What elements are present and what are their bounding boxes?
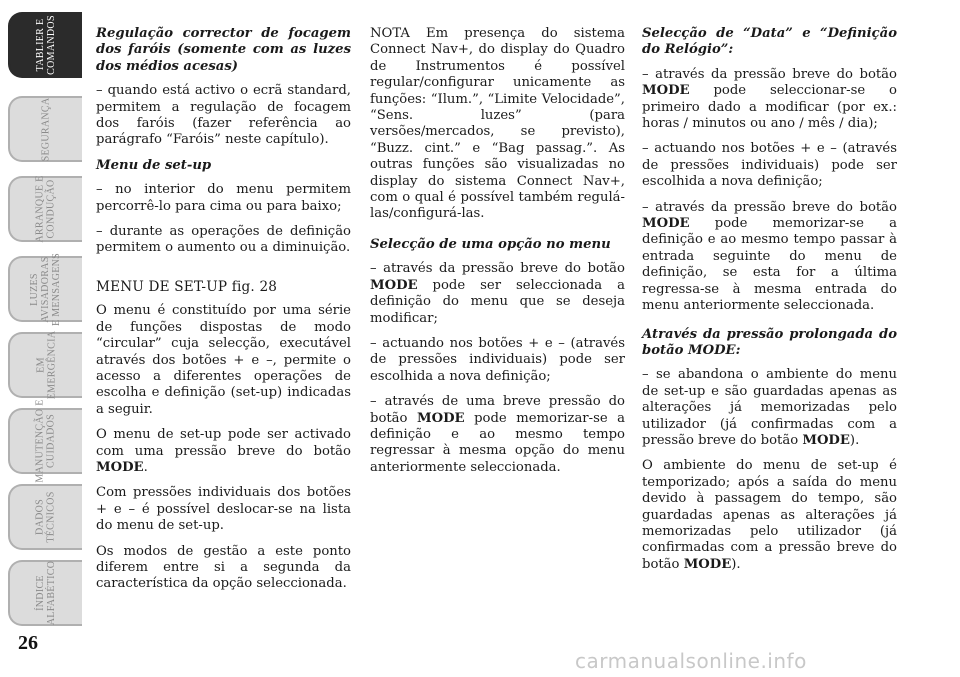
text: pode ser seleccionada a definição do menu que se deseja modificar;	[370, 277, 625, 326]
tab-label: TABLIER E COMANDOS	[34, 15, 57, 75]
mode-keyword: MODE	[96, 459, 144, 475]
text-column-1	[96, 26, 351, 602]
heading-setup-menu: Menu de set-up	[96, 157, 212, 173]
paragraph: – quando está activo o ecrã standard, permitem a regulação de focagem dos faróis (fazer referência ao parágrafo “Faróis” neste capítulo).	[96, 83, 351, 148]
paragraph: O menu é constituído por uma série de funções dispostas de modo “circular” cuja selecção, executável através dos botões + e –, permite o acesso a diferentes operações de escolha e definição (set-up) indicadas a seguir.	[96, 303, 351, 417]
text: O ambiente do menu de set-up é temporizado; após a saída do menu devido à passagem do tempo, são guardadas apenas as alterações já memorizadas pelo utilizador (já confirmadas com a pressão breve do botão	[642, 458, 897, 572]
paragraph: – durante as operações de definição permitem o aumento ou a diminuição.	[96, 224, 351, 256]
text: pode memorizar-se a definição e ao mesmo tempo regressar à mesma opção do menu anteriormente seleccionada.	[370, 410, 626, 475]
note-paragraph: NOTA Em presença do sistema Connect Nav+, do display do Quadro de Instrumentos é possível regular/configurar unicamente as funções: “Ilum.”, “Limite Velocidade”, “Sens. luzes” (para versões/mercados, se previsto), “Buzz. cint.” e “Bag passag.”. As outras funções são visualizadas no display do sistema Connect Nav+, com o qual é possível também regulá-las/configurá-las.	[370, 26, 625, 222]
mode-keyword: MODE	[370, 277, 418, 293]
tab-label: ARRANQUE E CONDUÇÃO	[34, 175, 57, 243]
text-column-2	[370, 26, 625, 485]
page-number: 26	[18, 632, 38, 654]
mode-keyword: MODE	[802, 432, 850, 448]
tab-label: MANUTENÇÃO E CUIDADOS	[35, 399, 58, 483]
paragraph: Os modos de gestão a este ponto diferem entre si a segunda da característica da opção seleccionada.	[96, 543, 351, 592]
heading-long-press: Através da pressão prolongada do botão MODE:	[642, 326, 897, 358]
paragraph: – actuando nos botões + e – (através de pressões individuais) pode ser escolhida a nova definição;	[642, 141, 897, 190]
text: – através de uma breve pressão do botão	[370, 394, 625, 426]
tab-label: ÍNDICE ALFABÉTICO	[34, 560, 57, 626]
text: – se abandona o ambiente do menu de set-up e são guardadas apenas as alterações já memorizadas pelo utilizador (já confirmadas com a pressão breve do botão	[642, 367, 897, 448]
heading-option-selection: Selecção de uma opção no menu	[370, 236, 611, 252]
mode-keyword: MODE	[642, 216, 690, 232]
paragraph: – actuando nos botões + e – (através de pressões individuais) pode ser escolhida a nova definição;	[370, 335, 625, 384]
paragraph: Com pressões individuais dos botões + e – é possível deslocar-se na lista do menu de set-up.	[96, 485, 351, 534]
text-column-3	[642, 26, 897, 582]
tab-manutencao-cuidados[interactable]	[8, 399, 82, 483]
tab-label: EM EMERGÊNCIA	[35, 330, 57, 400]
paragraph	[642, 367, 897, 449]
tab-label: LUZES AVISADORAS E MENSAGENS	[29, 252, 63, 326]
text: – através da pressão breve do botão	[642, 199, 897, 215]
paragraph	[96, 427, 351, 476]
tab-arranque-conducao[interactable]	[8, 176, 82, 242]
paragraph	[370, 261, 625, 327]
paragraph	[642, 200, 897, 315]
text: – através da pressão breve do botão	[370, 261, 625, 277]
tab-em-emergencia[interactable]	[8, 332, 82, 398]
tab-indice-alfabetico[interactable]	[8, 560, 82, 626]
text: pode memorizar-se a definição e ao mesmo tempo passar à entrada seguinte do menu de definição, se esta for a última regressa-se à mesma entrada do menu anteriormente seleccionada.	[642, 216, 897, 314]
text: O menu de set-up pode ser activado com uma pressão breve do botão	[96, 427, 351, 459]
mode-keyword: MODE	[417, 410, 465, 426]
text: pode seleccionar-se o primeiro dado a modificar (por ex.: horas / minutos ou ano / mês / dia);	[642, 83, 897, 132]
tab-seguranca[interactable]	[8, 96, 82, 162]
mode-keyword: MODE	[642, 83, 690, 99]
tab-tablier-comandos[interactable]	[8, 12, 82, 78]
paragraph	[642, 67, 897, 133]
heading-date-clock: Selecção de “Data” e “Definição do Relógio”:	[642, 26, 897, 58]
tab-label: DADOS TÉCNICOS	[34, 491, 57, 543]
paragraph	[370, 394, 625, 476]
text: ).	[731, 556, 741, 572]
paragraph	[642, 458, 897, 573]
mode-keyword: MODE	[683, 556, 732, 572]
paragraph: – no interior do menu permitem percorrê-lo para cima ou para baixo;	[96, 182, 351, 214]
heading-focus-regulation: Regulação corrector de focagem dos faróis (somente com as luzes dos médios acesas)	[96, 26, 351, 74]
tab-label: SEGURANÇA	[40, 97, 52, 161]
text: ).	[849, 432, 860, 448]
tab-luzes-avisadoras[interactable]	[8, 252, 82, 326]
section-title: MENU DE SET-UP fig. 28	[96, 278, 278, 295]
text: .	[143, 459, 148, 475]
tab-dados-tecnicos[interactable]	[8, 484, 82, 550]
sidebar-tabs	[0, 0, 82, 640]
text: – através da pressão breve do botão	[642, 66, 897, 82]
watermark: carmanualsonline.info	[575, 649, 807, 673]
